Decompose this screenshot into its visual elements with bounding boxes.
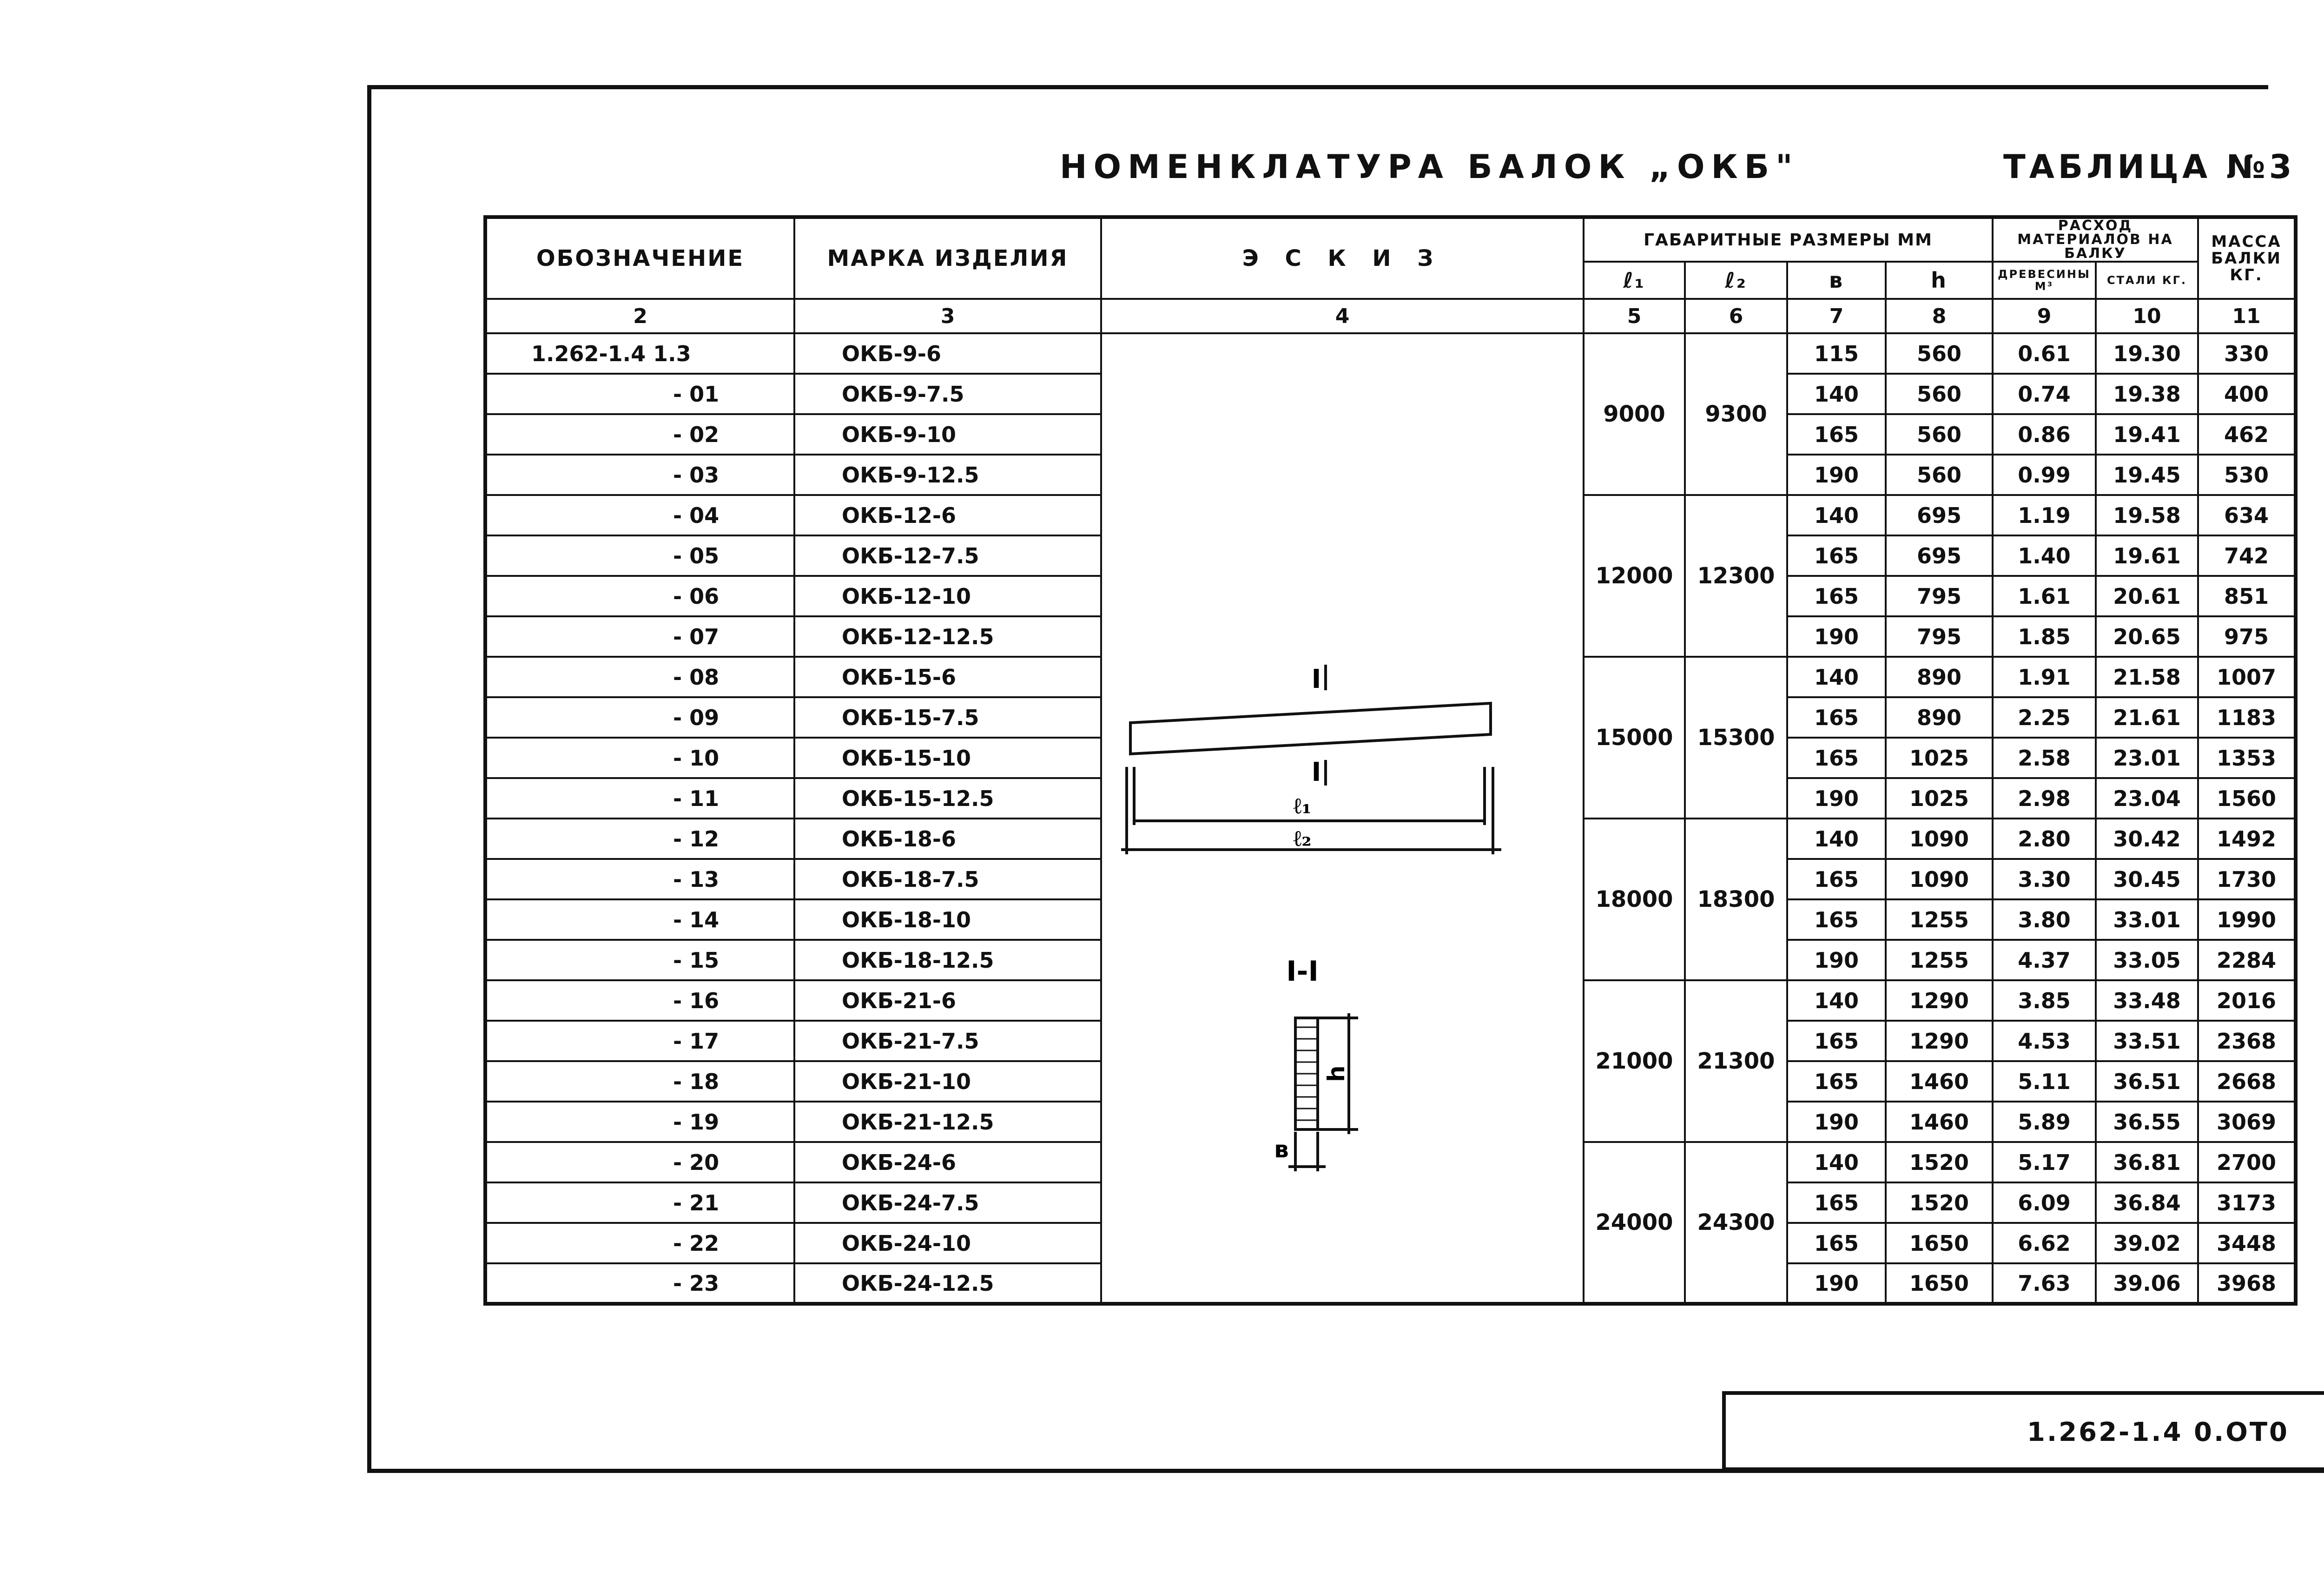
cell-mass: 2284: [2198, 940, 2296, 980]
cell-l1: 12000: [1584, 495, 1685, 657]
cell-l1: 24000: [1584, 1142, 1685, 1304]
cell-mass: 742: [2198, 535, 2296, 576]
cell-h: 560: [1886, 455, 1993, 495]
cell-mass: 2700: [2198, 1142, 2296, 1182]
cell-mass: 1007: [2198, 657, 2296, 697]
column-number: 10: [2096, 299, 2198, 333]
cell-wood: 0.86: [1993, 414, 2096, 455]
cell-steel: 19.61: [2096, 535, 2198, 576]
cell-steel: 20.61: [2096, 576, 2198, 616]
cell-mass: 3968: [2198, 1263, 2296, 1304]
cell-wood: 1.91: [1993, 657, 2096, 697]
cell-h: 1290: [1886, 980, 1993, 1021]
cell-mark: ОКБ-9-10: [794, 414, 1101, 455]
cell-b: 140: [1787, 819, 1886, 859]
cell-mass: 1492: [2198, 819, 2296, 859]
cell-designation: - 21: [485, 1182, 794, 1223]
beam-body: [1130, 703, 1491, 754]
cell-b: 165: [1787, 576, 1886, 616]
cell-h: 695: [1886, 495, 1993, 535]
dim-label-h: h: [1323, 1065, 1350, 1082]
cell-h: 1460: [1886, 1061, 1993, 1102]
cell-h: 890: [1886, 657, 1993, 697]
cell-designation: - 22: [485, 1223, 794, 1263]
cell-mark: ОКБ-18-7.5: [794, 859, 1101, 899]
cell-mark: ОКБ-18-6: [794, 819, 1101, 859]
column-number: 11: [2198, 299, 2296, 333]
cell-steel: 33.51: [2096, 1021, 2198, 1061]
cell-h: 1255: [1886, 940, 1993, 980]
cell-l1: 9000: [1584, 333, 1685, 495]
cell-mass: 1730: [2198, 859, 2296, 899]
header-mass: МАССА БАЛКИ КГ.: [2198, 217, 2296, 299]
frame-top-line: [367, 85, 2268, 89]
cell-h: 795: [1886, 576, 1993, 616]
cell-wood: 7.63: [1993, 1263, 2096, 1304]
cell-steel: 33.01: [2096, 899, 2198, 940]
cell-b: 115: [1787, 333, 1886, 374]
cell-designation: - 07: [485, 616, 794, 657]
section-label-bottom: I: [1311, 757, 1321, 787]
cell-mass: 400: [2198, 374, 2296, 414]
cell-l2: 15300: [1685, 657, 1787, 819]
cell-steel: 39.06: [2096, 1263, 2198, 1304]
cell-b: 190: [1787, 778, 1886, 819]
dim-label-l1: ℓ₁: [1293, 793, 1312, 819]
document-code: 1.262-1.4 0.ОТ0: [2027, 1417, 2289, 1447]
cell-b: 140: [1787, 495, 1886, 535]
cell-mass: 634: [2198, 495, 2296, 535]
column-number: 6: [1685, 299, 1787, 333]
cell-l2: 9300: [1685, 333, 1787, 495]
cell-h: 560: [1886, 333, 1993, 374]
cell-mark: ОКБ-21-6: [794, 980, 1101, 1021]
cell-wood: 3.80: [1993, 899, 2096, 940]
cell-mark: ОКБ-24-7.5: [794, 1182, 1101, 1223]
cell-steel: 33.48: [2096, 980, 2198, 1021]
cell-mark: ОКБ-21-12.5: [794, 1102, 1101, 1142]
cell-steel: 19.45: [2096, 455, 2198, 495]
cell-mark: ОКБ-15-7.5: [794, 697, 1101, 738]
table-number: ТАБЛИЦА №3: [2003, 148, 2296, 186]
cell-h: 795: [1886, 616, 1993, 657]
cell-designation: - 10: [485, 738, 794, 778]
cell-wood: 5.17: [1993, 1142, 2096, 1182]
cell-h: 890: [1886, 697, 1993, 738]
cell-designation: - 09: [485, 697, 794, 738]
column-number: 5: [1584, 299, 1685, 333]
cell-wood: 4.37: [1993, 940, 2096, 980]
cell-b: 165: [1787, 899, 1886, 940]
header-l1: ℓ₁: [1584, 262, 1685, 299]
cell-designation: - 12: [485, 819, 794, 859]
column-number: 8: [1886, 299, 1993, 333]
cell-designation: - 05: [485, 535, 794, 576]
cell-wood: 0.61: [1993, 333, 2096, 374]
cell-wood: 2.80: [1993, 819, 2096, 859]
header-h: h: [1886, 262, 1993, 299]
cell-b: 140: [1787, 374, 1886, 414]
cell-h: 1025: [1886, 778, 1993, 819]
header-b: в: [1787, 262, 1886, 299]
cell-h: 1090: [1886, 859, 1993, 899]
cell-designation: - 08: [485, 657, 794, 697]
column-number: 7: [1787, 299, 1886, 333]
cell-steel: 36.51: [2096, 1061, 2198, 1102]
cell-mass: 2368: [2198, 1021, 2296, 1061]
cell-designation: - 23: [485, 1263, 794, 1304]
cell-wood: 2.58: [1993, 738, 2096, 778]
cell-wood: 5.89: [1993, 1102, 2096, 1142]
cell-h: 1090: [1886, 819, 1993, 859]
cell-mark: ОКБ-12-7.5: [794, 535, 1101, 576]
cell-designation: - 19: [485, 1102, 794, 1142]
cell-wood: 6.09: [1993, 1182, 2096, 1223]
section-title: I-I: [1286, 955, 1319, 988]
dim-label-b: в: [1274, 1136, 1289, 1163]
cell-steel: 36.55: [2096, 1102, 2198, 1142]
cell-b: 140: [1787, 980, 1886, 1021]
cell-mark: ОКБ-18-10: [794, 899, 1101, 940]
cell-wood: 0.74: [1993, 374, 2096, 414]
cell-l2: 12300: [1685, 495, 1787, 657]
cell-steel: 30.45: [2096, 859, 2198, 899]
cell-h: 560: [1886, 414, 1993, 455]
cell-steel: 36.84: [2096, 1182, 2198, 1223]
cell-mass: 462: [2198, 414, 2296, 455]
cell-b: 165: [1787, 1061, 1886, 1102]
cell-designation: - 01: [485, 374, 794, 414]
cell-designation: - 02: [485, 414, 794, 455]
cell-mass: 3173: [2198, 1182, 2296, 1223]
cell-mark: ОКБ-21-7.5: [794, 1021, 1101, 1061]
cell-h: 1520: [1886, 1182, 1993, 1223]
column-number: 4: [1101, 299, 1584, 333]
cell-b: 190: [1787, 616, 1886, 657]
cell-wood: 6.62: [1993, 1223, 2096, 1263]
cell-mark: ОКБ-15-6: [794, 657, 1101, 697]
cell-mark: ОКБ-24-6: [794, 1142, 1101, 1182]
cell-wood: 0.99: [1993, 455, 2096, 495]
column-number: 9: [1993, 299, 2096, 333]
cell-wood: 3.30: [1993, 859, 2096, 899]
cross-section: [1288, 1013, 1358, 1171]
cell-b: 165: [1787, 414, 1886, 455]
cell-l1: 15000: [1584, 657, 1685, 819]
cell-b: 165: [1787, 697, 1886, 738]
cell-designation: - 16: [485, 980, 794, 1021]
cell-l2: 18300: [1685, 819, 1787, 980]
cell-wood: 1.61: [1993, 576, 2096, 616]
cell-mass: 2668: [2198, 1061, 2296, 1102]
cell-b: 165: [1787, 1182, 1886, 1223]
cell-steel: 19.38: [2096, 374, 2198, 414]
cell-steel: 19.41: [2096, 414, 2198, 455]
cell-h: 1025: [1886, 738, 1993, 778]
cell-designation: - 17: [485, 1021, 794, 1061]
cell-mark: ОКБ-24-12.5: [794, 1263, 1101, 1304]
cell-b: 165: [1787, 1223, 1886, 1263]
beam-sketch: [1103, 321, 1585, 1306]
cell-designation: 1.262-1.4 1.3: [485, 333, 794, 374]
cell-h: 1650: [1886, 1263, 1993, 1304]
cell-mass: 1560: [2198, 778, 2296, 819]
cell-mark: ОКБ-15-12.5: [794, 778, 1101, 819]
cell-steel: 33.05: [2096, 940, 2198, 980]
cell-mark: ОКБ-12-6: [794, 495, 1101, 535]
cell-b: 165: [1787, 738, 1886, 778]
cell-wood: 3.85: [1993, 980, 2096, 1021]
cell-l1: 18000: [1584, 819, 1685, 980]
cell-wood: 5.11: [1993, 1061, 2096, 1102]
cell-mark: ОКБ-18-12.5: [794, 940, 1101, 980]
cell-designation: - 20: [485, 1142, 794, 1182]
cell-b: 140: [1787, 657, 1886, 697]
cell-h: 1290: [1886, 1021, 1993, 1061]
cell-h: 695: [1886, 535, 1993, 576]
header-wood: ДРЕВЕСИНЫ М³: [1993, 262, 2096, 299]
header-mark: МАРКА ИЗДЕЛИЯ: [794, 217, 1101, 299]
cell-b: 190: [1787, 1102, 1886, 1142]
cell-b: 165: [1787, 1021, 1886, 1061]
cell-designation: - 04: [485, 495, 794, 535]
sheet-title: НОМЕНКЛАТУРА БАЛОК „ОКБ": [1060, 148, 1799, 186]
cell-steel: 21.61: [2096, 697, 2198, 738]
cell-h: 1650: [1886, 1223, 1993, 1263]
cell-h: 1460: [1886, 1102, 1993, 1142]
cell-mass: 1353: [2198, 738, 2296, 778]
header-l2: ℓ₂: [1685, 262, 1787, 299]
cell-l1: 21000: [1584, 980, 1685, 1142]
cell-h: 1520: [1886, 1142, 1993, 1182]
cell-mark: ОКБ-9-7.5: [794, 374, 1101, 414]
cell-designation: - 13: [485, 859, 794, 899]
cell-wood: 4.53: [1993, 1021, 2096, 1061]
column-number: 2: [485, 299, 794, 333]
cell-wood: 1.85: [1993, 616, 2096, 657]
cell-wood: 2.98: [1993, 778, 2096, 819]
cell-designation: - 18: [485, 1061, 794, 1102]
cell-h: 1255: [1886, 899, 1993, 940]
cell-steel: 23.04: [2096, 778, 2198, 819]
cell-mark: ОКБ-12-12.5: [794, 616, 1101, 657]
cell-wood: 1.40: [1993, 535, 2096, 576]
cell-steel: 36.81: [2096, 1142, 2198, 1182]
dim-label-l2: ℓ₂: [1293, 825, 1312, 852]
cell-mass: 3069: [2198, 1102, 2296, 1142]
cell-mark: ОКБ-9-12.5: [794, 455, 1101, 495]
header-dimensions: ГАБАРИТНЫЕ РАЗМЕРЫ ММ: [1584, 217, 1993, 262]
cell-mass: 530: [2198, 455, 2296, 495]
cell-l2: 24300: [1685, 1142, 1787, 1304]
cell-mass: 2016: [2198, 980, 2296, 1021]
header-designation: ОБОЗНАЧЕНИЕ: [485, 217, 794, 299]
cell-steel: 23.01: [2096, 738, 2198, 778]
title-block: [1722, 1391, 2324, 1471]
cell-steel: 39.02: [2096, 1223, 2198, 1263]
frame-left-line: [367, 85, 371, 1472]
cell-b: 165: [1787, 859, 1886, 899]
cell-mark: ОКБ-12-10: [794, 576, 1101, 616]
cell-designation: - 14: [485, 899, 794, 940]
section-label-top: I: [1311, 664, 1321, 694]
cell-mark: ОКБ-15-10: [794, 738, 1101, 778]
cell-h: 560: [1886, 374, 1993, 414]
header-materials: РАСХОД МАТЕРИАЛОВ НА БАЛКУ: [1993, 217, 2198, 262]
cell-b: 190: [1787, 1263, 1886, 1304]
header-sketch: Э С К И З: [1101, 217, 1584, 299]
cell-mass: 1183: [2198, 697, 2296, 738]
cell-mark: ОКБ-9-6: [794, 333, 1101, 374]
cell-mass: 975: [2198, 616, 2296, 657]
cell-l2: 21300: [1685, 980, 1787, 1142]
cell-steel: 20.65: [2096, 616, 2198, 657]
cell-b: 190: [1787, 940, 1886, 980]
cell-steel: 19.58: [2096, 495, 2198, 535]
cell-steel: 21.58: [2096, 657, 2198, 697]
cell-designation: - 03: [485, 455, 794, 495]
cell-mass: 1990: [2198, 899, 2296, 940]
cell-b: 190: [1787, 455, 1886, 495]
cell-designation: - 15: [485, 940, 794, 980]
column-number: 3: [794, 299, 1101, 333]
cell-steel: 30.42: [2096, 819, 2198, 859]
cell-mark: ОКБ-21-10: [794, 1061, 1101, 1102]
cell-wood: 1.19: [1993, 495, 2096, 535]
cell-wood: 2.25: [1993, 697, 2096, 738]
cell-mark: ОКБ-24-10: [794, 1223, 1101, 1263]
cell-mass: 851: [2198, 576, 2296, 616]
cell-b: 140: [1787, 1142, 1886, 1182]
cell-steel: 19.30: [2096, 333, 2198, 374]
cell-designation: - 06: [485, 576, 794, 616]
cell-b: 165: [1787, 535, 1886, 576]
cell-mass: 3448: [2198, 1223, 2296, 1263]
header-steel: СТАЛИ КГ.: [2096, 262, 2198, 299]
cell-designation: - 11: [485, 778, 794, 819]
cell-mass: 330: [2198, 333, 2296, 374]
